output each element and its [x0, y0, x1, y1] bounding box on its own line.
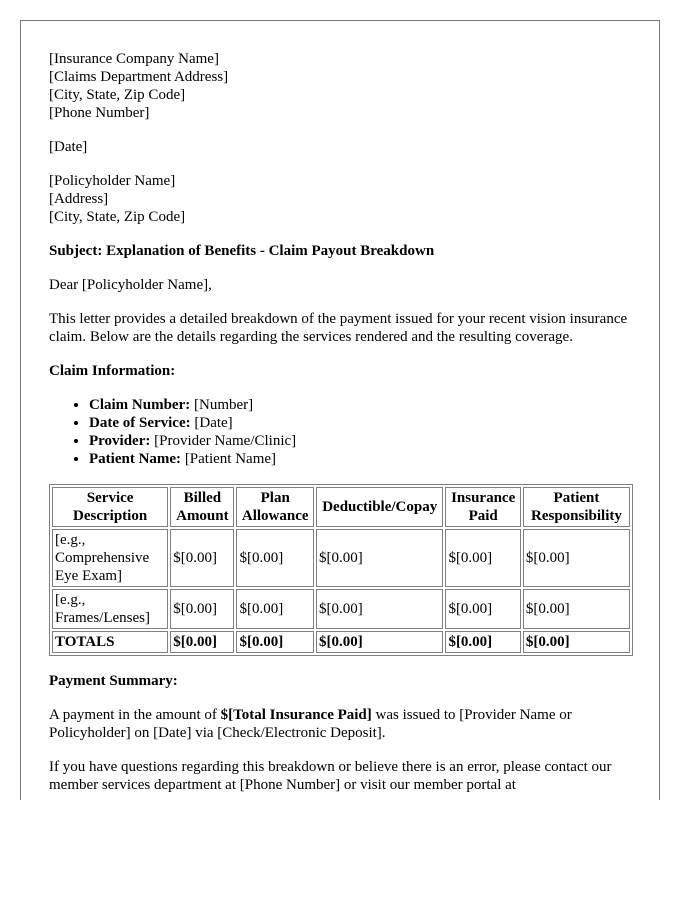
table-header-row: [52, 487, 630, 527]
claim-info-title: Claim Information:: [49, 363, 176, 379]
company-city-state-zip: [City, State, Zip Code]: [49, 87, 186, 103]
table-cell: $[0.00]: [445, 529, 520, 587]
totals-plan-allowance: $[0.00]: [236, 631, 314, 653]
recipient-address-block: [49, 172, 631, 226]
list-item: [89, 450, 631, 468]
company-address: [Claims Department Address]: [49, 69, 229, 85]
claim-breakdown-table: [49, 484, 633, 656]
letter-page: [20, 20, 660, 800]
claim-number-label: Claim Number:: [89, 397, 191, 413]
table-cell: [e.g., Comprehensive Eye Exam]: [52, 529, 168, 587]
recipient-name: [Policyholder Name]: [49, 173, 176, 189]
totals-insurance-paid: $[0.00]: [445, 631, 520, 653]
header-patient-responsibility: Patient Responsibility: [523, 487, 630, 527]
patient-name-label: Patient Name:: [89, 451, 182, 467]
payment-summary-title: Payment Summary:: [49, 673, 178, 689]
table-cell: $[0.00]: [316, 529, 443, 587]
company-phone: [Phone Number]: [49, 105, 150, 121]
provider-value: [Provider Name/Clinic]: [150, 433, 297, 449]
header-deductible-copay: Deductible/Copay: [316, 487, 443, 527]
header-plan-allowance: Plan Allowance: [236, 487, 314, 527]
totals-billed-amount: $[0.00]: [170, 631, 234, 653]
claim-info-list: [49, 396, 631, 468]
salutation: Dear [Policyholder Name],: [49, 277, 212, 293]
date-of-service-value: [Date]: [190, 415, 233, 431]
list-item: [89, 396, 631, 414]
date-of-service-label: Date of Service:: [89, 415, 191, 431]
company-name: [Insurance Company Name]: [49, 51, 219, 67]
intro-paragraph: This letter provides a detailed breakdown of the payment issued for your recent vision insurance claim. Below are the details regarding the services rendered and the resulting coverage.: [49, 311, 628, 345]
table-cell: $[0.00]: [170, 589, 234, 629]
payment-summary-paragraph: [49, 706, 631, 742]
table-row: [52, 589, 630, 629]
recipient-address: [Address]: [49, 191, 109, 207]
table-cell: $[0.00]: [236, 529, 314, 587]
table-row: [52, 529, 630, 587]
table-cell: $[0.00]: [236, 589, 314, 629]
payment-text-before: A payment in the amount of: [49, 707, 221, 723]
closing-paragraph: If you have questions regarding this breakdown or believe there is an error, please contact our member services department at [Phone Number] or visit our member portal at: [49, 759, 612, 793]
payment-text-after: was issued to [Provider Name or Policyholder] on [Date] via [Check/Electronic Deposit].: [49, 707, 572, 741]
header-insurance-paid: Insurance Paid: [445, 487, 520, 527]
subject-line: Subject: Explanation of Benefits - Claim Payout Breakdown: [49, 243, 435, 259]
table-cell: $[0.00]: [523, 589, 630, 629]
table-totals-row: [52, 631, 630, 653]
table-cell: $[0.00]: [445, 589, 520, 629]
table-cell: [e.g., Frames/Lenses]: [52, 589, 168, 629]
table-cell: $[0.00]: [523, 529, 630, 587]
recipient-city-state-zip: [City, State, Zip Code]: [49, 209, 186, 225]
patient-name-value: [Patient Name]: [181, 451, 277, 467]
sender-address-block: [49, 50, 631, 122]
table-cell: $[0.00]: [316, 589, 443, 629]
totals-label: TOTALS: [52, 631, 168, 653]
letter-date: [Date]: [49, 139, 88, 155]
list-item: [89, 414, 631, 432]
totals-patient-responsibility: $[0.00]: [523, 631, 630, 653]
header-billed-amount: Billed Amount: [170, 487, 234, 527]
claim-number-value: [Number]: [190, 397, 254, 413]
list-item: [89, 432, 631, 450]
totals-deductible-copay: $[0.00]: [316, 631, 443, 653]
provider-label: Provider:: [89, 433, 151, 449]
payment-amount: $[Total Insurance Paid]: [220, 707, 372, 723]
table-cell: $[0.00]: [170, 529, 234, 587]
header-service-description: Service Description: [52, 487, 168, 527]
